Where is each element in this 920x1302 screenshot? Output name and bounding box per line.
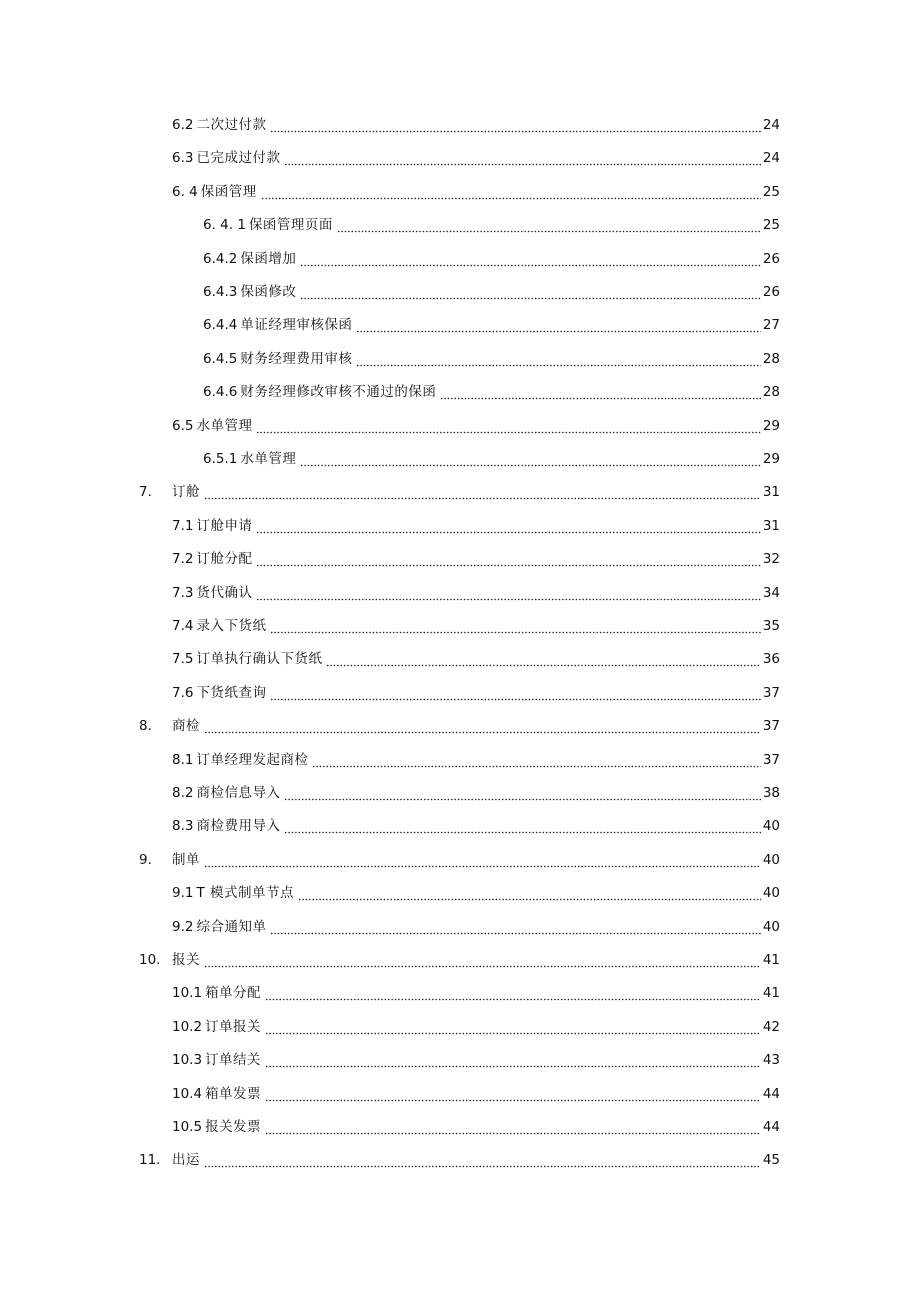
toc-page-number: 25 bbox=[762, 217, 780, 233]
toc-number: 7.2 bbox=[172, 551, 194, 567]
toc-entry[interactable] bbox=[203, 380, 780, 404]
toc-title: 订单报关 bbox=[205, 1019, 262, 1035]
toc-entry[interactable] bbox=[172, 981, 780, 1005]
toc-title: 二次过付款 bbox=[196, 117, 267, 133]
toc-entry[interactable] bbox=[172, 681, 780, 705]
toc-number: 6. 4. 1 bbox=[203, 217, 246, 233]
toc-page-number: 38 bbox=[762, 785, 780, 801]
toc-page-number: 35 bbox=[762, 618, 780, 634]
toc-entry[interactable] bbox=[172, 781, 780, 805]
toc-title: 箱单发票 bbox=[205, 1086, 262, 1102]
toc-entry[interactable] bbox=[172, 614, 780, 638]
toc-entry[interactable] bbox=[172, 881, 780, 905]
toc-title: 箱单分配 bbox=[205, 985, 262, 1001]
toc-number: 10. bbox=[139, 952, 161, 968]
dot-leader bbox=[312, 748, 760, 772]
toc-title: 商检 bbox=[172, 718, 200, 734]
toc-entry[interactable] bbox=[139, 480, 780, 504]
toc-page-number: 37 bbox=[762, 752, 780, 768]
toc-title: 货代确认 bbox=[196, 585, 253, 601]
dot-leader bbox=[356, 313, 760, 337]
toc-entry[interactable] bbox=[172, 547, 780, 571]
dot-leader bbox=[270, 915, 760, 939]
toc-title: 订舱分配 bbox=[196, 551, 253, 567]
toc-title: 水单管理 bbox=[196, 418, 253, 434]
dot-leader bbox=[265, 1082, 761, 1106]
dot-leader bbox=[270, 614, 760, 638]
toc-title: 下货纸查询 bbox=[196, 685, 267, 701]
toc-number: 6.4.2 bbox=[203, 251, 238, 267]
toc-title: 录入下货纸 bbox=[196, 618, 267, 634]
toc-number: 6.4.4 bbox=[203, 317, 238, 333]
toc-number: 8.2 bbox=[172, 785, 194, 801]
toc-entry[interactable] bbox=[203, 313, 780, 337]
dot-leader bbox=[265, 1048, 761, 1072]
toc-entry[interactable] bbox=[139, 714, 780, 738]
dot-leader bbox=[204, 714, 761, 738]
toc-number: 9.2 bbox=[172, 919, 194, 935]
dot-leader bbox=[256, 581, 760, 605]
toc-entry[interactable] bbox=[172, 113, 780, 137]
dot-leader bbox=[265, 981, 761, 1005]
toc-entry[interactable] bbox=[139, 1148, 780, 1172]
toc-page-number: 28 bbox=[762, 384, 780, 400]
toc-title: 订舱 bbox=[172, 484, 200, 500]
dot-leader bbox=[270, 681, 760, 705]
toc-page-number: 40 bbox=[762, 919, 780, 935]
toc-title: 保函管理页面 bbox=[248, 217, 333, 233]
toc-title: 财务经理费用审核 bbox=[240, 351, 353, 367]
dot-leader bbox=[300, 247, 760, 271]
toc-number: 8.1 bbox=[172, 752, 194, 768]
toc-page-number: 45 bbox=[762, 1152, 780, 1168]
toc-page-number: 44 bbox=[762, 1119, 780, 1135]
toc-title: 商检费用导入 bbox=[196, 818, 281, 834]
dot-leader bbox=[265, 1115, 761, 1139]
dot-leader bbox=[261, 180, 761, 204]
toc-entry[interactable] bbox=[203, 347, 780, 371]
toc-number: 7.6 bbox=[172, 685, 194, 701]
toc-title: 财务经理修改审核不通过的保函 bbox=[240, 384, 437, 400]
toc-entry[interactable] bbox=[203, 247, 780, 271]
toc-number: 9.1 bbox=[172, 885, 194, 901]
toc-title: 保函增加 bbox=[240, 251, 297, 267]
dot-leader bbox=[204, 848, 761, 872]
toc-number: 10.5 bbox=[172, 1119, 203, 1135]
dot-leader bbox=[298, 881, 761, 905]
toc-page-number: 26 bbox=[762, 284, 780, 300]
toc-title: 订舱申请 bbox=[196, 518, 253, 534]
dot-leader bbox=[326, 647, 760, 671]
toc-page-number: 41 bbox=[762, 952, 780, 968]
toc-entry[interactable] bbox=[172, 414, 780, 438]
dot-leader bbox=[284, 146, 760, 170]
toc-title: 保函修改 bbox=[240, 284, 297, 300]
toc-title: 水单管理 bbox=[240, 451, 297, 467]
toc-page-number: 25 bbox=[762, 184, 780, 200]
toc-title: 报关 bbox=[172, 952, 200, 968]
toc-number: 6.4.5 bbox=[203, 351, 238, 367]
dot-leader bbox=[284, 781, 760, 805]
toc-entry[interactable] bbox=[172, 180, 780, 204]
toc-page-number: 26 bbox=[762, 251, 780, 267]
toc-number: 6.4.3 bbox=[203, 284, 238, 300]
toc-title: 单证经理审核保函 bbox=[240, 317, 353, 333]
toc-number: 8.3 bbox=[172, 818, 194, 834]
toc-title: 订单结关 bbox=[205, 1052, 262, 1068]
toc-number: 6.2 bbox=[172, 117, 194, 133]
toc-entry[interactable] bbox=[172, 748, 780, 772]
toc-entry[interactable] bbox=[139, 948, 780, 972]
dot-leader bbox=[300, 447, 760, 471]
dot-leader bbox=[284, 814, 760, 838]
toc-page-number: 24 bbox=[762, 117, 780, 133]
toc-entry[interactable] bbox=[172, 1082, 780, 1106]
toc-number: 10.3 bbox=[172, 1052, 203, 1068]
toc-page-number: 27 bbox=[762, 317, 780, 333]
toc-entry[interactable] bbox=[172, 1015, 780, 1039]
toc-entry[interactable] bbox=[172, 1115, 780, 1139]
toc-number: 7.3 bbox=[172, 585, 194, 601]
toc-number: 9. bbox=[139, 852, 152, 868]
toc-title: 出运 bbox=[172, 1152, 200, 1168]
toc-number: 8. bbox=[139, 718, 152, 734]
toc-page-number: 31 bbox=[762, 484, 780, 500]
toc-title: 已完成过付款 bbox=[196, 150, 281, 166]
toc-page-number: 40 bbox=[762, 885, 780, 901]
dot-leader bbox=[204, 1148, 761, 1172]
toc-page-number: 29 bbox=[762, 451, 780, 467]
toc-number: 7.5 bbox=[172, 651, 194, 667]
toc-entry[interactable] bbox=[139, 848, 780, 872]
toc-entry[interactable] bbox=[172, 814, 780, 838]
toc-page-number: 42 bbox=[762, 1019, 780, 1035]
toc-entry[interactable] bbox=[172, 1048, 780, 1072]
dot-leader bbox=[300, 280, 760, 304]
toc-entry[interactable] bbox=[172, 915, 780, 939]
toc-number: 6.4.6 bbox=[203, 384, 238, 400]
toc-number: 6.5.1 bbox=[203, 451, 238, 467]
toc-title: 订单经理发起商检 bbox=[196, 752, 309, 768]
toc-number: 7. bbox=[139, 484, 152, 500]
toc-title: 商检信息导入 bbox=[196, 785, 281, 801]
toc-page-number: 29 bbox=[762, 418, 780, 434]
toc-number: 10.2 bbox=[172, 1019, 203, 1035]
toc-page-number: 37 bbox=[762, 685, 780, 701]
toc-number: 6.5 bbox=[172, 418, 194, 434]
toc-number: 11. bbox=[139, 1152, 161, 1168]
toc-page-number: 31 bbox=[762, 518, 780, 534]
toc-title: 保函管理 bbox=[200, 184, 257, 200]
dot-leader bbox=[204, 948, 761, 972]
toc-number: 7.1 bbox=[172, 518, 194, 534]
toc-page-number: 40 bbox=[762, 852, 780, 868]
dot-leader bbox=[440, 380, 760, 404]
toc-number: 10.1 bbox=[172, 985, 203, 1001]
toc-page-number: 37 bbox=[762, 718, 780, 734]
dot-leader bbox=[356, 347, 760, 371]
toc-entry[interactable] bbox=[172, 146, 780, 170]
toc-page-number: 24 bbox=[762, 150, 780, 166]
toc-entry[interactable] bbox=[172, 581, 780, 605]
toc-title: 订单执行确认下货纸 bbox=[196, 651, 323, 667]
toc-entry[interactable] bbox=[203, 447, 780, 471]
toc-page-number: 32 bbox=[762, 551, 780, 567]
toc-page-number: 43 bbox=[762, 1052, 780, 1068]
toc-title: 制单 bbox=[172, 852, 200, 868]
toc-entry[interactable] bbox=[172, 514, 780, 538]
toc-number: 7.4 bbox=[172, 618, 194, 634]
toc-page-number: 28 bbox=[762, 351, 780, 367]
toc-title: T 模式制单节点 bbox=[196, 885, 295, 901]
toc-page-number: 34 bbox=[762, 585, 780, 601]
dot-leader bbox=[256, 547, 760, 571]
dot-leader bbox=[204, 480, 761, 504]
toc-page-number: 40 bbox=[762, 818, 780, 834]
toc-number: 6. 4 bbox=[172, 184, 198, 200]
toc-entry[interactable] bbox=[203, 213, 780, 237]
dot-leader bbox=[337, 213, 761, 237]
toc-entry[interactable] bbox=[203, 280, 780, 304]
dot-leader bbox=[270, 113, 760, 137]
toc-page-number: 36 bbox=[762, 651, 780, 667]
toc-page-number: 44 bbox=[762, 1086, 780, 1102]
toc-title: 综合通知单 bbox=[196, 919, 267, 935]
dot-leader bbox=[256, 414, 760, 438]
toc-number: 10.4 bbox=[172, 1086, 203, 1102]
toc-page-number: 41 bbox=[762, 985, 780, 1001]
toc-title: 报关发票 bbox=[205, 1119, 262, 1135]
dot-leader bbox=[256, 514, 760, 538]
toc-number: 6.3 bbox=[172, 150, 194, 166]
toc-entry[interactable] bbox=[172, 647, 780, 671]
dot-leader bbox=[265, 1015, 761, 1039]
